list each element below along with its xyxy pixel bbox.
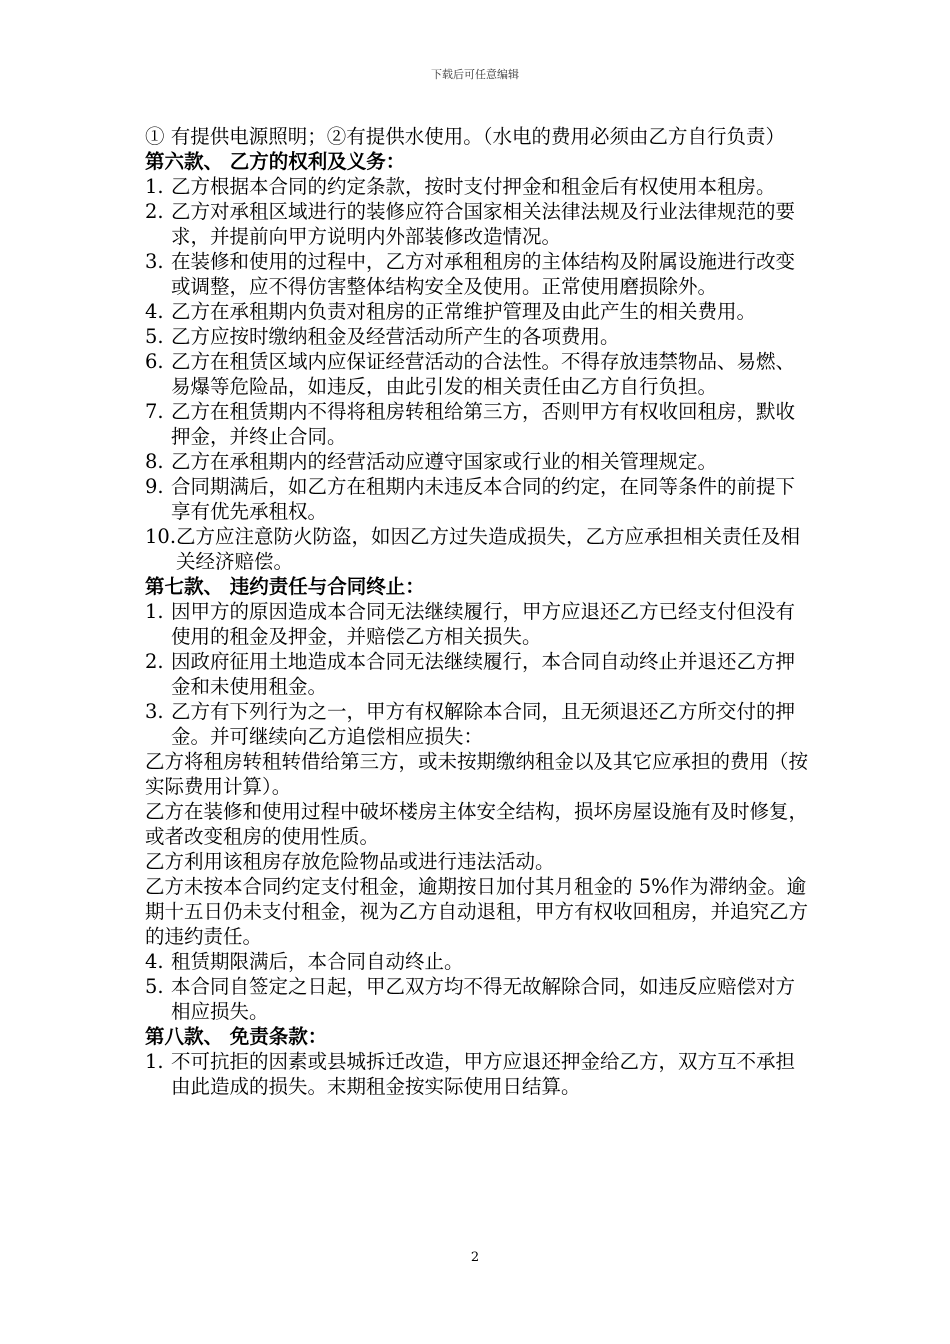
list-text: 乙方有下列行为之一，甲方有权解除本合同，且无须退还乙方所交付的押金。并可继续向乙方追偿相应损失： [171, 700, 796, 748]
list-item [145, 299, 810, 324]
list-item [145, 324, 810, 349]
list-item [145, 699, 810, 749]
list-item [145, 174, 810, 199]
intro-paragraph: ① 有提供电源照明；②有提供水使用。（水电的费用必须由乙方自行负责） [145, 125, 785, 148]
list-number: 1. [145, 175, 164, 198]
section-8-list [145, 1049, 810, 1099]
list-text: 乙方应按时缴纳租金及经营活动所产生的各项费用。 [171, 325, 620, 348]
list-number: 1. [145, 1050, 164, 1073]
list-item [145, 199, 810, 249]
list-number: 6. [145, 350, 164, 373]
list-number: 2. [145, 200, 164, 223]
list-item [145, 949, 810, 974]
list-text: 本合同自签定之日起，甲乙双方均不得无故解除合同，如违反应赔偿对方相应损失。 [171, 975, 796, 1023]
list-text: 乙方对承租区域进行的装修应符合国家相关法律法规及行业法律规范的要求，并提前向甲方说明内外部装修改造情况。 [171, 200, 796, 248]
list-item [145, 349, 810, 399]
section-7-heading: 第七款、 违约责任与合同终止： [145, 575, 425, 598]
section-7-paragraph: 乙方在装修和使用过程中破坏楼房主体安全结构，损坏房屋设施有及时修复，或者改变租房的使用性质。 [145, 800, 809, 848]
list-number: 3. [145, 250, 164, 273]
list-number: 10. [145, 525, 177, 548]
list-text: 乙方根据本合同的约定条款，按时支付押金和租金后有权使用本租房。 [171, 175, 776, 198]
document-body [145, 124, 810, 1099]
section-7-paragraph: 乙方利用该租房存放危险物品或进行违法活动。 [145, 850, 555, 873]
list-text: 乙方在承租期内负责对租房的正常维护管理及由此产生的相关费用。 [171, 300, 757, 323]
list-number: 2. [145, 650, 164, 673]
list-number: 3. [145, 700, 164, 723]
list-item [145, 599, 810, 649]
list-text: 乙方在租赁区域内应保证经营活动的合法性。不得存放违禁物品、易燃、易爆等危险品，如违反，由此引发的相关责任由乙方自行负担。 [171, 350, 796, 398]
list-text: 在装修和使用的过程中，乙方对承租租房的主体结构及附属设施进行改变或调整，应不得仿害整体结构安全及使用。正常使用磨损除外。 [171, 250, 796, 298]
list-item [145, 249, 810, 299]
list-number: 4. [145, 950, 164, 973]
list-text: 不可抗拒的因素或县城拆迁改造，甲方应退还押金给乙方，双方互不承担由此造成的损失。末期租金按实际使用日结算。 [171, 1050, 796, 1098]
list-text: 乙方在租赁期内不得将租房转租给第三方，否则甲方有权收回租房，默收押金，并终止合同。 [171, 400, 796, 448]
section-7-paragraph: 乙方将租房转租转借给第三方，或未按期缴纳租金以及其它应承担的费用（按实际费用计算）。 [145, 750, 809, 798]
list-number: 5. [145, 975, 164, 998]
list-text: 合同期满后，如乙方在租期内未违反本合同的约定，在同等条件的前提下享有优先承租权。 [171, 475, 796, 523]
list-text: 租赁期限满后，本合同自动终止。 [171, 950, 464, 973]
section-7-list-a [145, 599, 810, 749]
list-item [145, 474, 810, 524]
list-item [145, 649, 810, 699]
list-text: 乙方应注意防火防盗，如因乙方过失造成损失，乙方应承担相关责任及相关经济赔偿。 [176, 525, 801, 573]
section-6-heading: 第六款、 乙方的权利及义务： [145, 150, 406, 173]
section-7-list-b [145, 949, 810, 1024]
list-number: 7. [145, 400, 164, 423]
list-number: 4. [145, 300, 164, 323]
list-item [145, 524, 810, 574]
list-item [145, 449, 810, 474]
section-7-paragraph: 乙方未按本合同约定支付租金，逾期按日加付其月租金的 5%作为滞纳金。逾期十五日仍未支付租金，视为乙方自动退租，甲方有权收回租房，并追究乙方的违约责任。 [145, 875, 809, 948]
list-item [145, 1049, 810, 1099]
list-text: 因甲方的原因造成本合同无法继续履行，甲方应退还乙方已经支付但没有使用的租金及押金，并赔偿乙方相关损失。 [171, 600, 796, 648]
section-8-heading: 第八款、 免责条款： [145, 1025, 328, 1048]
list-text: 乙方在承租期内的经营活动应遵守国家或行业的相关管理规定。 [171, 450, 718, 473]
header-note: 下载后可任意编辑 [431, 68, 519, 81]
list-item [145, 399, 810, 449]
list-number: 1. [145, 600, 164, 623]
section-6-list [145, 174, 810, 574]
list-number: 8. [145, 450, 164, 473]
list-text: 因政府征用土地造成本合同无法继续履行，本合同自动终止并退还乙方押金和未使用租金。 [171, 650, 796, 698]
list-item [145, 974, 810, 1024]
list-number: 5. [145, 325, 164, 348]
list-number: 9. [145, 475, 164, 498]
page-number: 2 [470, 1250, 480, 1265]
